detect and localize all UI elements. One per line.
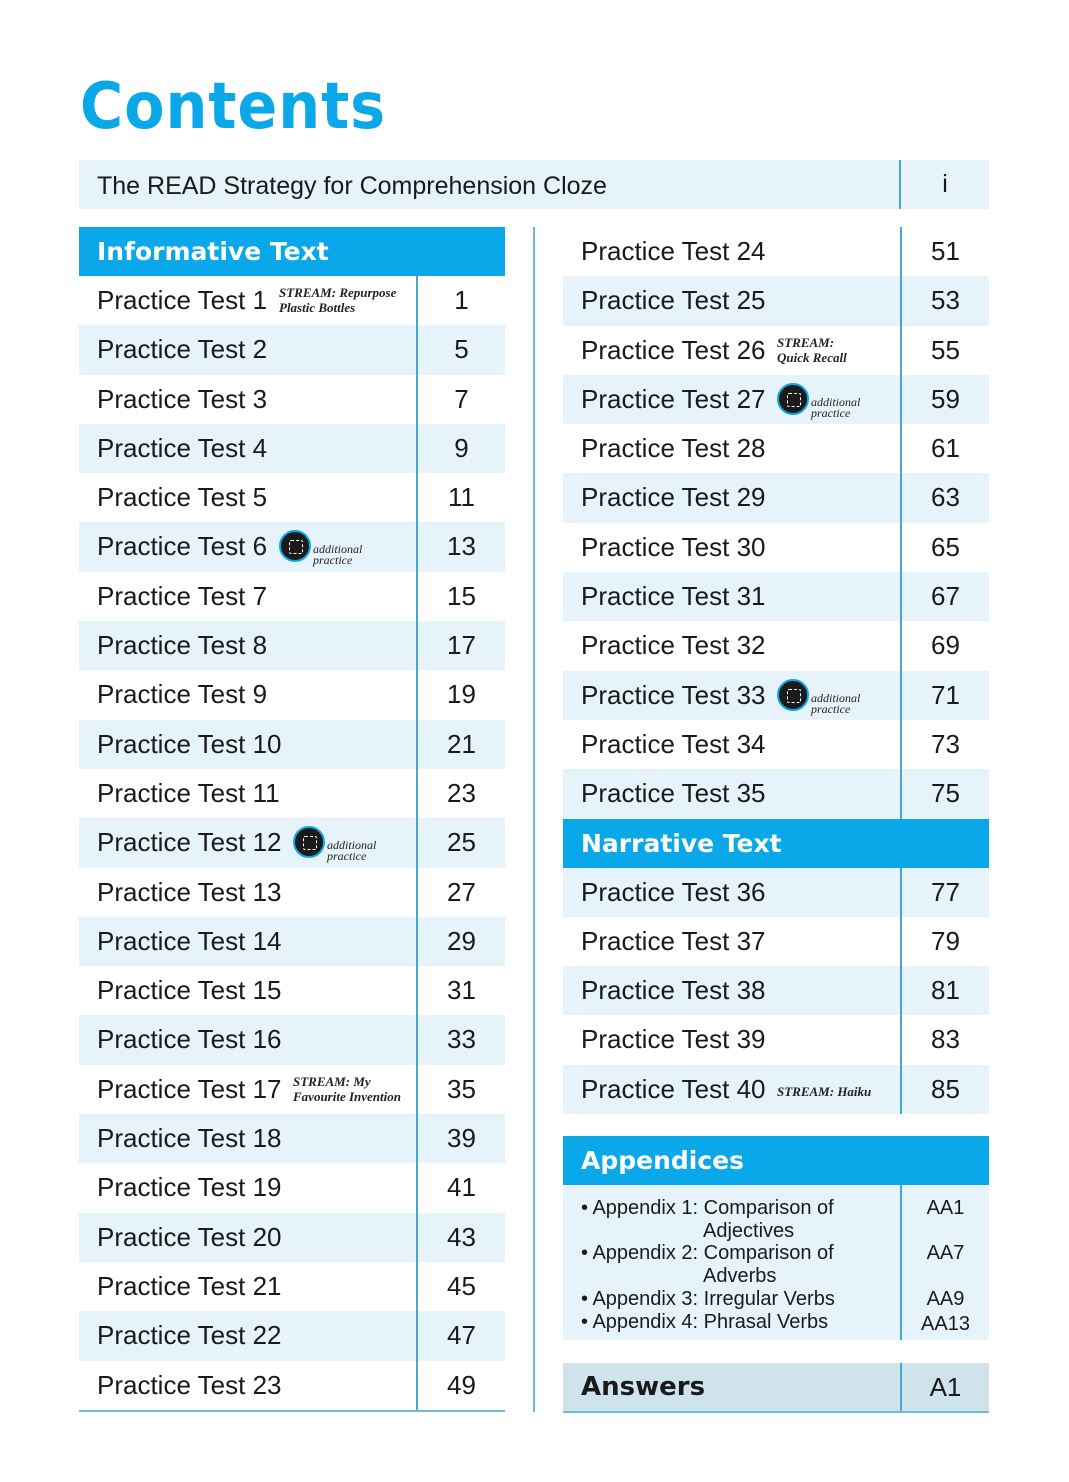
- toc-row-page: 31: [416, 966, 505, 1015]
- toc-row[interactable]: [79, 424, 505, 473]
- toc-row-label: Practice Test 18: [97, 1123, 282, 1154]
- toc-row-page: 55: [900, 326, 989, 375]
- additional-practice-line: practice: [313, 553, 353, 568]
- toc-row[interactable]: [79, 868, 505, 917]
- toc-row-label: Practice Test 16: [97, 1024, 282, 1055]
- toc-row[interactable]: [79, 1262, 505, 1311]
- toc-row-label: Answers: [581, 1372, 706, 1402]
- toc-row[interactable]: [79, 621, 505, 670]
- toc-row-label: Practice Test 35: [581, 778, 766, 809]
- toc-row-page: 45: [416, 1262, 505, 1311]
- toc-row-answers[interactable]: [563, 1363, 989, 1412]
- divider: [79, 1410, 505, 1412]
- toc-row-label: Practice Test 24: [581, 236, 766, 266]
- toc-row[interactable]: [79, 572, 505, 621]
- toc-row-page: 19: [416, 670, 505, 719]
- toc-row[interactable]: [79, 769, 505, 818]
- toc-row-label: Practice Test 36: [581, 876, 766, 907]
- toc-row-label: Practice Test 19: [97, 1172, 282, 1203]
- additional-practice-line: practice: [811, 405, 851, 420]
- additional-practice-line: additional: [313, 542, 363, 557]
- toc-row[interactable]: [79, 473, 505, 522]
- toc-row[interactable]: [563, 769, 989, 818]
- additional-practice-note: [313, 544, 362, 566]
- toc-row-page: 15: [416, 572, 505, 621]
- stream-note-line: STREAM: Repurpose: [279, 285, 397, 300]
- toc-row-page: 67: [900, 572, 989, 621]
- toc-row[interactable]: [563, 671, 989, 720]
- toc-row-page: 7: [416, 375, 505, 424]
- additional-practice-note: [811, 394, 861, 420]
- toc-row-page: 85: [900, 1065, 989, 1114]
- appendix-item-3[interactable]: [581, 1288, 835, 1311]
- stream-note: [293, 1074, 401, 1104]
- additional-practice-note: [327, 840, 376, 862]
- toc-row-label: Practice Test 10: [97, 728, 282, 759]
- appendix-line: • Appendix 3: Irregular Verbs: [581, 1288, 835, 1310]
- toc-row-page: 63: [900, 473, 989, 522]
- toc-row-label: Practice Test 30: [581, 531, 766, 562]
- toc-row-page: 39: [416, 1114, 505, 1163]
- appendix-item-2[interactable]: [581, 1242, 834, 1288]
- appendix-page: AA1: [926, 1197, 965, 1219]
- toc-row[interactable]: [563, 326, 989, 375]
- toc-row-page: A1: [900, 1363, 989, 1412]
- toc-row[interactable]: [79, 1361, 505, 1410]
- toc-row-label: Practice Test 34: [581, 728, 766, 759]
- toc-row[interactable]: [79, 1213, 505, 1262]
- appendices-list: [563, 1185, 989, 1340]
- informative-column: [79, 227, 505, 1410]
- toc-row-label: Practice Test 39: [581, 1024, 766, 1055]
- toc-row-page: 73: [900, 720, 989, 769]
- toc-row-label: Practice Test 7: [97, 580, 268, 611]
- toc-row[interactable]: [79, 1114, 505, 1163]
- section-heading-narrative: Narrative Text: [563, 819, 989, 868]
- toc-row-label: The READ Strategy for Comprehension Cloze: [97, 172, 607, 200]
- additional-practice-icon: [279, 530, 311, 562]
- additional-practice-icon: [777, 679, 809, 711]
- toc-row-label: Practice Test 5: [97, 482, 268, 513]
- additional-practice-line: additional: [811, 690, 861, 705]
- toc-row-label: Practice Test 14: [97, 925, 282, 956]
- toc-row[interactable]: [563, 966, 989, 1015]
- additional-practice-line: practice: [811, 701, 851, 716]
- toc-row-page: 53: [900, 276, 989, 325]
- toc-row-label: Practice Test 21: [97, 1270, 282, 1301]
- toc-row[interactable]: [79, 720, 505, 769]
- toc-row-label: Practice Test 31: [581, 581, 766, 612]
- toc-row-page: 79: [900, 917, 989, 966]
- additional-practice-icon: [293, 826, 325, 858]
- toc-row[interactable]: [79, 375, 505, 424]
- toc-row-page: 13: [416, 522, 505, 571]
- toc-row-page: 1: [416, 276, 505, 325]
- stream-note: [279, 285, 396, 315]
- toc-row-label: Practice Test 12: [97, 827, 282, 858]
- additional-practice-line: practice: [327, 849, 367, 864]
- toc-row[interactable]: [563, 1015, 989, 1064]
- toc-row-label: Practice Test 17: [97, 1073, 282, 1104]
- toc-row-label: Practice Test 6: [97, 531, 268, 562]
- section-heading-appendices: Appendices: [563, 1136, 989, 1185]
- toc-row-label: Practice Test 27: [581, 383, 766, 414]
- toc-row-page: 5: [416, 325, 505, 374]
- additional-practice-note: [811, 690, 861, 716]
- toc-row-page: 49: [416, 1361, 505, 1410]
- toc-row[interactable]: [563, 1065, 989, 1114]
- toc-row[interactable]: [563, 227, 989, 276]
- toc-row-page: i: [899, 160, 989, 209]
- toc-row[interactable]: [79, 325, 505, 374]
- section-heading-informative: Informative Text: [79, 227, 505, 276]
- toc-row-page: 27: [416, 868, 505, 917]
- stream-note: [777, 335, 847, 365]
- toc-row-page: 77: [900, 868, 989, 917]
- appendix-page: AA13: [921, 1313, 970, 1335]
- stream-note-line: Favourite Invention: [293, 1088, 401, 1104]
- appendix-line: Adverbs: [703, 1265, 777, 1287]
- toc-row-label: Practice Test 4: [97, 432, 268, 463]
- stream-note-line: STREAM: My: [293, 1073, 371, 1089]
- toc-list-informative: [79, 276, 505, 1410]
- toc-row[interactable]: [79, 1065, 505, 1114]
- appendix-line: • Appendix 1: Comparison of: [581, 1197, 834, 1219]
- toc-row-page: 51: [900, 227, 989, 276]
- toc-row-label: Practice Test 32: [581, 630, 766, 661]
- toc-row[interactable]: [563, 917, 989, 966]
- toc-row-label: Practice Test 40: [581, 1073, 766, 1104]
- toc-row-label: Practice Test 26: [581, 334, 766, 365]
- divider: [563, 1411, 989, 1413]
- toc-row-page: 23: [416, 769, 505, 818]
- toc-row[interactable]: [79, 522, 505, 571]
- appendix-page: AA7: [926, 1242, 965, 1264]
- toc-row[interactable]: [79, 670, 505, 719]
- toc-row-label: Practice Test 3: [97, 383, 268, 414]
- toc-row-page: 71: [900, 671, 989, 720]
- toc-row[interactable]: [79, 818, 505, 867]
- toc-row-page: 35: [416, 1065, 505, 1114]
- page-title: Contents: [80, 70, 387, 144]
- toc-row-label: Practice Test 33: [581, 679, 766, 710]
- toc-row[interactable]: [79, 1163, 505, 1212]
- toc-row-page: 17: [416, 621, 505, 670]
- appendix-line: Adjectives: [703, 1220, 795, 1242]
- toc-row-page: 9: [416, 424, 505, 473]
- additional-practice-icon: [777, 383, 809, 415]
- toc-row-page: 21: [416, 720, 505, 769]
- toc-row-label: Practice Test 8: [97, 630, 268, 661]
- toc-row[interactable]: [563, 473, 989, 522]
- toc-row-read-strategy[interactable]: [79, 160, 989, 209]
- toc-row-label: Practice Test 2: [97, 334, 268, 365]
- toc-row-page: 59: [900, 375, 989, 424]
- toc-row-page: 33: [416, 1015, 505, 1064]
- toc-row-label: Practice Test 38: [581, 975, 766, 1006]
- toc-row[interactable]: [563, 572, 989, 621]
- toc-row-page: 25: [416, 818, 505, 867]
- additional-practice-line: additional: [811, 394, 861, 409]
- toc-row[interactable]: [563, 276, 989, 325]
- toc-row[interactable]: [563, 621, 989, 670]
- appendix-item-1[interactable]: [581, 1197, 834, 1243]
- stream-note-line: STREAM: Haiku: [777, 1083, 872, 1099]
- toc-row-page: 41: [416, 1163, 505, 1212]
- toc-row-page: 65: [900, 523, 989, 572]
- stream-note-line: Plastic Bottles: [279, 300, 356, 315]
- toc-row-page: 61: [900, 424, 989, 473]
- toc-row[interactable]: [79, 917, 505, 966]
- toc-row-label: Practice Test 1: [97, 285, 268, 315]
- appendix-page: AA9: [926, 1288, 965, 1310]
- toc-row[interactable]: [79, 966, 505, 1015]
- toc-row-label: Practice Test 13: [97, 876, 282, 907]
- toc-row-page: 69: [900, 621, 989, 670]
- toc-row[interactable]: [79, 276, 505, 325]
- toc-row-page: 29: [416, 917, 505, 966]
- stream-note-line: STREAM:: [777, 334, 835, 350]
- toc-row-page: 11: [416, 473, 505, 522]
- toc-row-page: 83: [900, 1015, 989, 1064]
- stream-note: [777, 1084, 871, 1099]
- toc-row-page: 81: [900, 966, 989, 1015]
- toc-list-informative-continued: [563, 227, 989, 819]
- toc-row-page: 75: [900, 769, 989, 818]
- toc-row-label: Practice Test 25: [581, 285, 766, 316]
- toc-row-page: 43: [416, 1213, 505, 1262]
- toc-row[interactable]: [563, 720, 989, 769]
- toc-row[interactable]: [563, 523, 989, 572]
- toc-row-page: 47: [416, 1311, 505, 1360]
- toc-row-label: Practice Test 28: [581, 433, 766, 464]
- stream-note-line: Quick Recall: [777, 349, 847, 365]
- toc-row[interactable]: [563, 868, 989, 917]
- toc-row-label: Practice Test 20: [97, 1221, 282, 1252]
- additional-practice-line: additional: [327, 838, 377, 853]
- toc-row[interactable]: [563, 424, 989, 473]
- column-divider: [533, 227, 535, 1412]
- toc-row-label: Practice Test 23: [97, 1369, 282, 1400]
- appendix-line: • Appendix 2: Comparison of: [581, 1242, 834, 1264]
- toc-list-narrative: [563, 868, 989, 1114]
- appendix-line: • Appendix 4: Phrasal Verbs: [581, 1311, 829, 1333]
- right-column: [563, 227, 989, 1114]
- toc-row[interactable]: [563, 375, 989, 424]
- toc-row[interactable]: [79, 1015, 505, 1064]
- toc-row[interactable]: [79, 1311, 505, 1360]
- appendices-section: [563, 1136, 989, 1340]
- appendix-item-4[interactable]: [581, 1311, 828, 1334]
- toc-row-label: Practice Test 37: [581, 925, 766, 956]
- toc-row-label: Practice Test 11: [97, 777, 280, 808]
- toc-row-label: Practice Test 15: [97, 975, 282, 1006]
- toc-row-label: Practice Test 22: [97, 1320, 282, 1351]
- toc-row-label: Practice Test 29: [581, 482, 766, 513]
- toc-row-label: Practice Test 9: [97, 679, 268, 710]
